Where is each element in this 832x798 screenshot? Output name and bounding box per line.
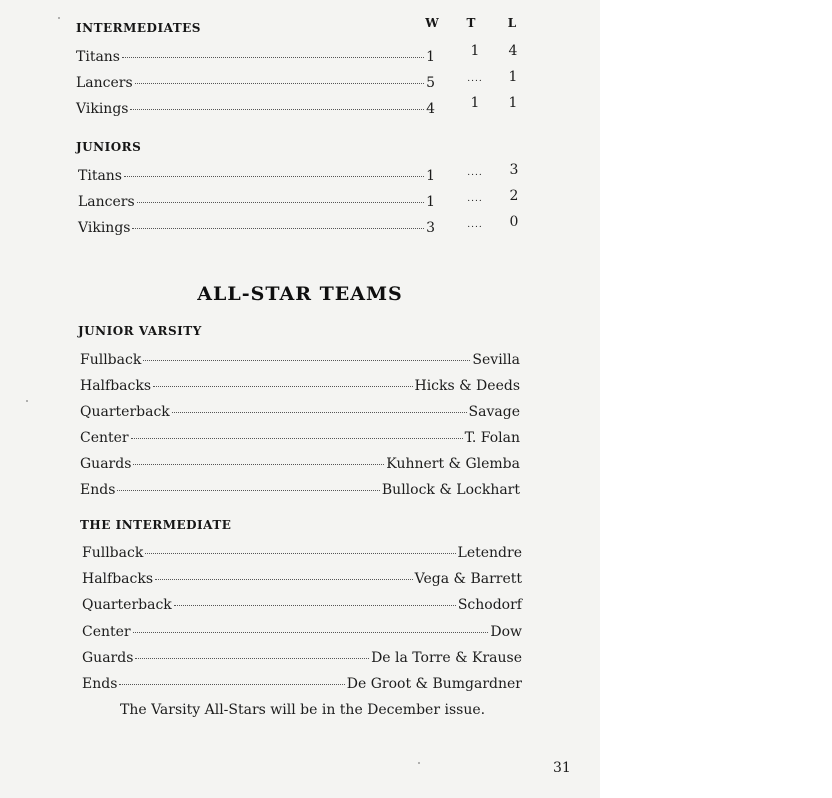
- print-speck: [418, 762, 420, 764]
- footnote: The Varsity All-Stars will be in the December issue.: [120, 702, 486, 718]
- leader-dots: [143, 360, 470, 361]
- position-name: Ends: [82, 676, 118, 692]
- losses-value: 1: [508, 69, 518, 85]
- player-names: De la Torre & Krause: [371, 650, 522, 666]
- position-name: Halfbacks: [80, 378, 152, 394]
- column-header-wins: W: [425, 16, 439, 30]
- leader-dots: [133, 464, 384, 465]
- player-names: Kuhnert & Glemba: [386, 456, 520, 472]
- player-names: Hicks & Deeds: [414, 378, 520, 394]
- roster-row: [82, 676, 522, 692]
- leader-dots: [124, 176, 424, 177]
- leader-dots: [135, 658, 369, 659]
- roster-row: [80, 456, 520, 472]
- team-name: Vikings: [78, 220, 131, 236]
- page-number: 31: [553, 760, 571, 776]
- leader-dots: [135, 83, 424, 84]
- player-names: Savage: [468, 404, 520, 420]
- position-name: Center: [82, 624, 131, 640]
- wins-value: 4: [426, 101, 435, 117]
- wins-value: 1: [426, 168, 435, 184]
- leader-dots: [155, 579, 413, 580]
- losses-value: 3: [509, 162, 519, 178]
- leader-dots: [117, 490, 380, 491]
- standings-row: [78, 194, 435, 210]
- roster-row: [80, 378, 520, 394]
- standings-row: [78, 168, 435, 184]
- ties-value: ....: [467, 168, 483, 178]
- roster-row: [80, 352, 520, 368]
- wins-value: 3: [426, 220, 435, 236]
- leader-dots: [174, 605, 456, 606]
- position-name: Center: [80, 430, 129, 446]
- column-header-losses: L: [507, 16, 517, 30]
- leader-dots: [172, 412, 467, 413]
- losses-value: 4: [508, 43, 518, 59]
- juniors-title: JUNIORS: [76, 140, 142, 154]
- leader-dots: [122, 57, 424, 58]
- standings-row: [76, 49, 435, 65]
- leader-dots: [145, 553, 455, 554]
- leader-dots: [132, 228, 424, 229]
- position-name: Quarterback: [80, 404, 170, 420]
- wins-value: 5: [426, 75, 435, 91]
- ties-value: ....: [467, 74, 483, 84]
- player-names: De Groot & Bumgardner: [346, 676, 522, 692]
- print-speck: [26, 400, 28, 402]
- roster-row: [82, 571, 522, 587]
- roster-row: [82, 650, 522, 666]
- losses-value: 2: [509, 188, 519, 204]
- leader-dots: [137, 202, 424, 203]
- player-names: T. Folan: [464, 430, 520, 446]
- team-name: Lancers: [78, 194, 135, 210]
- team-name: Vikings: [76, 101, 129, 117]
- standings-row: [76, 101, 435, 117]
- position-name: Guards: [82, 650, 134, 666]
- leader-dots: [130, 109, 424, 110]
- player-names: Dow: [490, 624, 522, 640]
- losses-value: 1: [508, 95, 518, 111]
- standings-row: [78, 220, 435, 236]
- player-names: Vega & Barrett: [414, 571, 522, 587]
- roster-row: [80, 482, 520, 498]
- intermediate-title: THE INTERMEDIATE: [80, 518, 232, 532]
- player-names: Schodorf: [457, 597, 522, 613]
- all-star-heading: ALL-STAR TEAMS: [197, 283, 403, 305]
- player-names: Letendre: [457, 545, 522, 561]
- position-name: Halfbacks: [82, 571, 154, 587]
- team-name: Titans: [78, 168, 122, 184]
- losses-value: 0: [509, 214, 519, 230]
- position-name: Ends: [80, 482, 116, 498]
- leader-dots: [133, 632, 489, 633]
- leader-dots: [153, 386, 412, 387]
- ties-value: ....: [467, 194, 483, 204]
- leader-dots: [131, 438, 463, 439]
- roster-row: [82, 597, 522, 613]
- column-header-ties: T: [466, 16, 476, 30]
- leader-dots: [119, 684, 344, 685]
- intermediates-title: INTERMEDIATES: [76, 21, 201, 35]
- wins-value: 1: [426, 194, 435, 210]
- position-name: Fullback: [82, 545, 144, 561]
- player-names: Bullock & Lockhart: [381, 482, 520, 498]
- roster-row: [82, 545, 522, 561]
- player-names: Sevilla: [472, 352, 520, 368]
- roster-row: [80, 404, 520, 420]
- roster-row: [80, 430, 520, 446]
- print-speck: [58, 17, 60, 19]
- position-name: Guards: [80, 456, 132, 472]
- team-name: Lancers: [76, 75, 133, 91]
- standings-row: [76, 75, 435, 91]
- position-name: Fullback: [80, 352, 142, 368]
- ties-value: 1: [470, 43, 480, 59]
- ties-value: 1: [470, 95, 480, 111]
- position-name: Quarterback: [82, 597, 172, 613]
- team-name: Titans: [76, 49, 120, 65]
- ties-value: ....: [467, 220, 483, 230]
- junior-varsity-title: JUNIOR VARSITY: [78, 324, 202, 338]
- roster-row: [82, 624, 522, 640]
- wins-value: 1: [426, 49, 435, 65]
